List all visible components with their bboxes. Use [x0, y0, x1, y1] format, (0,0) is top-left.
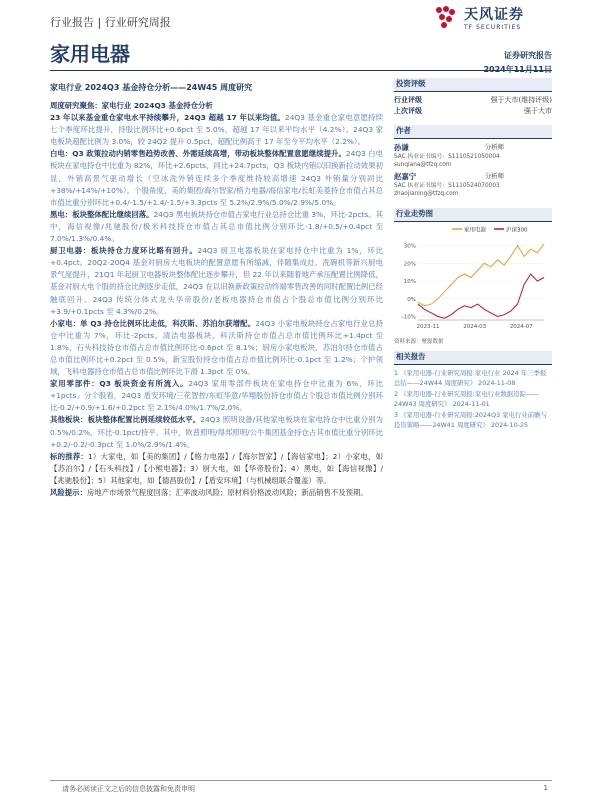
author-2-email[interactable]: zhaojianing@tfzq.com: [394, 191, 459, 197]
paragraph-7: 其他板块：板块整体配置比例延续较低水平。24Q3 照明设备/其他家电板块在家电持仓中比重分别为 0.5%/0.2%，环比-0.1pct/持平。其中，欧普照明/得邦照明/公牛集团基金持仓占其市值比重分别环比+0.2/-0.2/-0.3pct 至 1.0%/2.9%/1.4%。: [50, 415, 383, 449]
paragraph-5: 小家电：单 Q3 持仓比例环比走低，科沃斯、苏泊尔获增配。24Q3 小家电板块持仓占家电行业总持仓中比重为 7%，环比-2pcts。清洁电器板块，科沃斯持仓市值占总市值比例环比+1.4pct 至 1.8%，石头科技持仓市值占总市值比例环比-0.6pct 至 8.1%；厨房小家电板块，苏泊尔持仓市值占总市值比例环比+0.2pct 至 0.5%，新宝股份持仓市值占总市值比例环比-0.1pct 至 1.2%；个护领域，飞科电器持仓市值占总市值比例环比下滑 1.3pct 至 0%。: [50, 318, 383, 377]
author-section-title: 作者: [394, 125, 552, 139]
legend-label-1: 沪深300: [506, 227, 528, 234]
paragraph-1: 23 年以来基金重仓家电水平持续攀升，24Q3 超越 17 年以来均值。24Q3 基金重仓家电意愿持续七个季度环比提升，持股比例环比+0.6pct 至 5.0%，超越 17 年以来平均水平（4.2%）。24Q3 家电板块超配比例为 3.0%，较 24Q2 提升 0.5pct，超配比例高于 17 年至今平均水平（2.2%）。: [50, 113, 384, 147]
author-1: 孙谦 分析师 SAC 执业证书编号：S1110521050004 sunqiana@tfzq.com: [394, 142, 552, 169]
author-2: 赵嘉宁 分析师 SAC 执业证书编号：S1110524070003 zhaojianing@tfzq.com: [394, 171, 552, 198]
footer-divider: [50, 780, 552, 781]
legend-label-0: 家用电器: [464, 227, 487, 234]
paragraph-9: 风险提示：房地产市场景气程度回落；汇率波动风险；原材料价格波动风险；新品销售不及预期。: [50, 488, 368, 497]
x-tick-label-0: 2023-11: [416, 324, 440, 330]
page-number: 1: [543, 784, 548, 792]
main-content: [50, 100, 383, 499]
industry-trend-chart: [394, 225, 552, 335]
y-tick-label-1: 20%: [403, 261, 416, 268]
related-report-1[interactable]: 1 《家用电器-行业研究周报:家电行业 2024 年三季报总结——24W44 周度研究》 2024-11-08: [394, 369, 547, 387]
y-tick-label-0: 30%: [403, 243, 416, 250]
logo-cn: 天风证券: [464, 6, 524, 23]
y-tick-label-4: -10%: [401, 314, 416, 321]
series-line-0: [418, 244, 544, 306]
y-tick-label-2: 10%: [403, 279, 416, 286]
logo-en: TF SECURITIES: [464, 23, 522, 31]
focus-heading: 周度研究聚焦：家电行业 2024Q3 基金持仓分析: [50, 101, 213, 110]
related-report-3[interactable]: 3 《家用电器-行业研究周报:2024Q3 家电行业前瞻与投资策略——24W41 周度研究》 2024-10-25: [394, 411, 547, 429]
author-1-email[interactable]: sunqiana@tfzq.com: [394, 162, 452, 168]
paragraph-6: 家用零部件：Q3 板块资金有所流入。24Q3 家用零部件板块在家电持仓中比重为 6%，环比+1pcts。分个股看，24Q3 盾安环境/三花智控/东虹华意/华翔股份持仓市值占个股总市值比例分别环比-0.2/+0.9/+1.6/+0.2pct 至 2.1%/4.0%/1.7%/2.0%。: [50, 379, 383, 413]
paragraph-4: 厨卫电器：板块持仓力度环比略有回升。24Q3 厨卫电器板块在家电持仓中比重为 1%，环比+0.4pct。20Q2-20Q4 基金对厨房大电板块的配置意愿有所缩减，伴随集成灶、洗碗机等新兴厨电景气度提升，21Q1 年起厨卫电器板块整体配比逐步攀升，但 22 年以来随着地产承压配置比例降低，基金对厨大电个股的持仓比例逐步走低，24Q3 在以旧换新政策拉动终端零售改善的同时配置比例已经触底回升。24Q3 传统分体式龙头华帝股份/老板电器持仓市值占个股总市值比例分别环比+3.9/+0.1pcts 至 4.3%/0.2%。: [50, 246, 383, 316]
footer-disclaimer: 请务必阅读正文之后的信息披露和免责申明: [62, 785, 195, 793]
chart-source: 资料来源：聚源数据: [394, 339, 444, 345]
paragraph-3: 黑电：板块整体配比继续回落。24Q3 黑电板块持仓市值占家电行业总持仓比重 3%，环比-2pcts。其中，海信视像/兆驰股份/极米科技持仓市值占其总市值比例分别环比-1.8/+0.5/+0.4pct 至 7.0%/1.3%/0.4%。: [50, 209, 383, 244]
header-divider: [50, 70, 552, 71]
chart-section-title: 行业走势图: [394, 208, 552, 222]
report-subtitle: 家电行业 2024Q3 基金持仓分析——24W45 周度研究: [50, 83, 253, 92]
y-tick-label-3: 0%: [407, 296, 416, 303]
report-type: 证券研究报告: [504, 51, 552, 60]
sidebar: [394, 78, 552, 431]
tf-logo-icon: [432, 4, 458, 30]
trend-chart-svg: [394, 225, 552, 335]
company-logo: [432, 0, 562, 34]
rating-section-title: 投资评级: [394, 78, 552, 92]
page-title: 家用电器: [50, 42, 130, 66]
x-tick-label-1: 2024-03: [463, 324, 487, 330]
prev-rating-row: 上次评级 强于大市: [394, 107, 552, 115]
related-section-title: 相关报告: [394, 351, 552, 365]
x-tick-label-2: 2024-07: [509, 324, 533, 330]
paragraph-2: 白电：Q3 政策拉动内销零售趋势改善、外需延续高增，带动板块整体配置意愿继续提升。24Q3 白电板块在家电持仓中比重为 82%，环比+2.6pcts，同比+24.7pcts，Q3 板块内销以旧换新拉动效果初显，外销高景气驱动增长（空冰洗外销连续多个季度维持较高增速 24Q3 外销量分别同比+38%/+14%/+10%）。个股角度，美的集团/海尔智家/格力电器/海信家电/长虹美菱持仓市值占其总市值比重分别环比+0.4/-1.5/+1.4/-1.5/+3.3pcts 至 5.2%/2.9%/5.0%/2.9%/5.0%。: [50, 149, 383, 207]
rating-row: 行业评级 强于大市(维持评级): [394, 96, 552, 104]
series-line-1: [418, 274, 544, 318]
breadcrumb: 行业报告 | 行业研究周报: [50, 16, 171, 29]
paragraph-8: 标的推荐：1）大家电，如【美的集团】/【格力电器】/【海尔智家】/【海信家电】；2）小家电，如【苏泊尔】/【石头科技】/【小熊电器】；3）厨大电，如【华帝股份】；4）黑电，如【海信视像】/【兆驰股份】；5）其他家电，如【德昌股份】/【盾安环境】（与机械组联合覆盖）等。: [50, 451, 383, 485]
related-report-2[interactable]: 2 《家用电器-行业研究周报:家电行业数据追踪——24W43 周度研究》 2024-11-01: [394, 390, 539, 408]
